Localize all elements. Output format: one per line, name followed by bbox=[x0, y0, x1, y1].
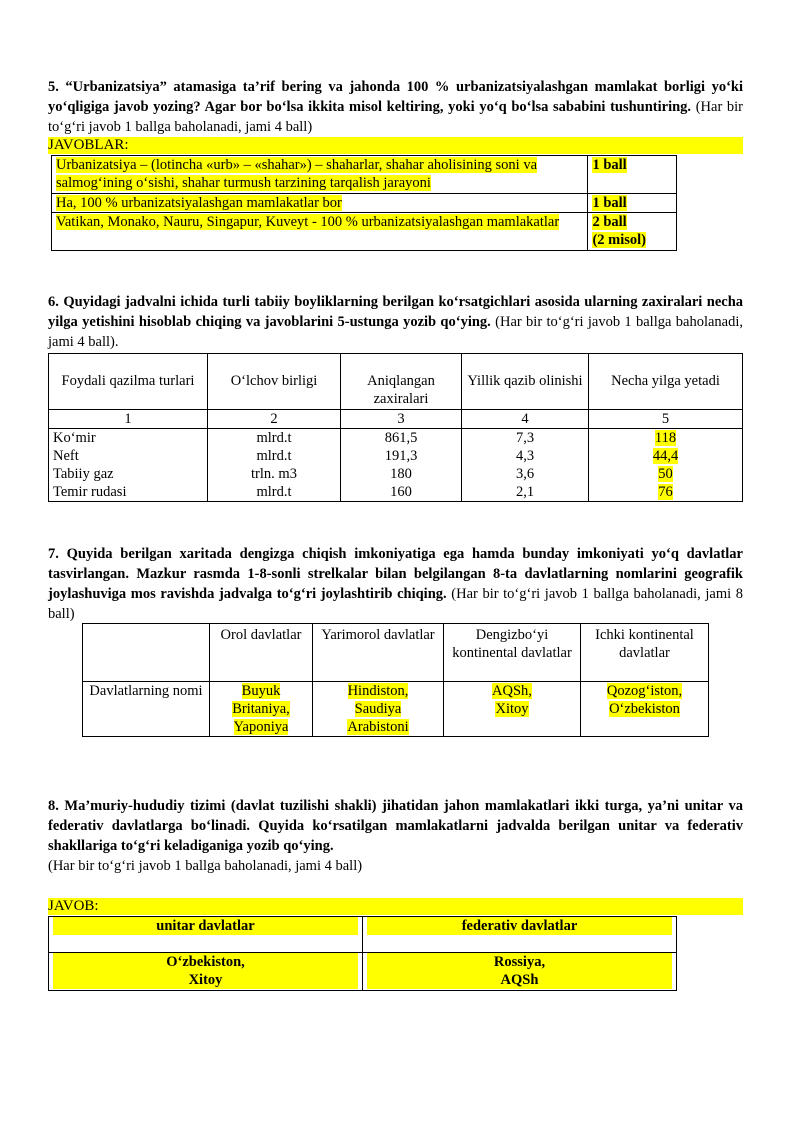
question-7-note: (Har bir to‘g‘ri javob 1 ballga baholanadi, jami 8 ball) bbox=[48, 586, 744, 622]
q7-header-2: Yarimorol davlatlar bbox=[313, 624, 444, 682]
question-6-text: Quyidagi jadvalni ichida turli tabiiy boyliklarning berilgan ko‘rsatgichlari asosida ularning zaxiralari necha yilga yetishini hisoblab chiqing va javoblarini 5-ustunga yozib qo‘ying. bbox=[48, 294, 744, 330]
table-header-row bbox=[49, 354, 743, 410]
question-5-note: (Har bir to‘g‘ri javob 1 ballga baholanadi, jami 4 ball) bbox=[48, 99, 744, 135]
q7-landlocked-1: Qozog‘iston, bbox=[606, 683, 683, 699]
q6-colnum-2: 2 bbox=[208, 410, 341, 429]
table-row bbox=[52, 213, 677, 251]
q6-row1-name: Ko‘mir bbox=[53, 430, 96, 446]
question-6 bbox=[48, 292, 743, 352]
q6-row2-unit: mlrd.t bbox=[256, 448, 292, 464]
table-row bbox=[49, 410, 743, 429]
q7-countries-table bbox=[82, 623, 709, 737]
q6-row3-annual: 3,6 bbox=[515, 466, 535, 482]
q8-state-form-table bbox=[48, 916, 677, 991]
question-5-number: 5. bbox=[48, 79, 59, 95]
q8-federal-1: Rossiya, bbox=[493, 954, 546, 970]
table-header-row bbox=[83, 624, 709, 682]
q5-answers-label: JAVOBLAR: bbox=[48, 137, 743, 154]
q7-header-4: Ichki kontinental davlatlar bbox=[581, 624, 709, 682]
q6-colnum-3: 3 bbox=[341, 410, 462, 429]
q6-row3-name: Tabiiy gaz bbox=[53, 466, 114, 482]
q7-island-2: Britaniya, bbox=[232, 701, 290, 717]
q6-header-1: Foydali qazilma turlari bbox=[49, 354, 208, 410]
q8-header-federal: federativ davlatlar bbox=[367, 917, 672, 935]
q6-row4-reserve: 160 bbox=[390, 484, 412, 500]
q7-header-3: Dengizbo‘yi kontinental davlatlar bbox=[444, 624, 581, 682]
q5-row2-text: Ha, 100 % urbanizatsiyalashgan mamlakatlar bor bbox=[56, 195, 342, 211]
q5-row1-text: Urbanizatsiya – (lotincha «urb» – «shahar») – shaharlar, shahar aholisining soni va salmog‘ining o‘sishi, shahar turmush tarzining tarqalish jarayoni bbox=[56, 157, 538, 191]
q5-row2-score: 1 ball bbox=[592, 195, 627, 211]
q6-row3-years: 50 bbox=[658, 466, 673, 482]
question-7-number: 7. bbox=[48, 546, 59, 562]
q7-coastal-2: Xitoy bbox=[495, 701, 529, 717]
q6-header-2: O‘lchov birligi bbox=[208, 354, 341, 410]
q6-row3-reserve: 180 bbox=[390, 466, 412, 482]
q6-row2-name: Neft bbox=[53, 448, 79, 464]
q8-unitary-1: O‘zbekiston, bbox=[166, 954, 245, 970]
q7-peninsula-2: Saudiya bbox=[354, 701, 402, 717]
q6-row1-years: 118 bbox=[654, 430, 677, 446]
q7-peninsula-1: Hindiston, bbox=[347, 683, 409, 699]
question-6-number: 6. bbox=[48, 294, 59, 310]
table-row bbox=[49, 953, 677, 991]
q7-island-3: Yaponiya bbox=[233, 719, 289, 735]
question-7 bbox=[48, 544, 743, 624]
q6-row4-name: Temir rudasi bbox=[53, 484, 127, 500]
q5-row3-text: Vatikan, Monako, Nauru, Singapur, Kuveyt - 100 % urbanizatsiyalashgan mamlakatlar bbox=[56, 214, 560, 230]
q6-row3-unit: trln. m3 bbox=[251, 466, 297, 482]
q6-colnum-4: 4 bbox=[462, 410, 589, 429]
q8-answer-label: JAVOB: bbox=[48, 898, 743, 915]
table-header-row bbox=[49, 917, 677, 953]
q7-coastal-1: AQSh, bbox=[492, 683, 532, 699]
q6-header-3: Aniqlangan zaxiralari bbox=[341, 354, 462, 410]
q7-island-1: Buyuk bbox=[241, 683, 281, 699]
q6-row1-annual: 7,3 bbox=[515, 430, 535, 446]
q6-header-4: Yillik qazib olinishi bbox=[462, 354, 589, 410]
q6-row1-reserve: 861,5 bbox=[384, 430, 418, 446]
q8-unitary-2: Xitoy bbox=[188, 972, 223, 988]
q6-row4-unit: mlrd.t bbox=[256, 484, 292, 500]
q6-row1-unit: mlrd.t bbox=[256, 430, 292, 446]
q5-row3-score-note: (2 misol) bbox=[592, 232, 647, 248]
question-8-number: 8. bbox=[48, 798, 59, 814]
q6-row2-years: 44,4 bbox=[652, 448, 679, 464]
q7-header-1: Orol davlatlar bbox=[210, 624, 313, 682]
question-8-text: Ma’muriy-hududiy tizimi (davlat tuzilishi shakli) jihatidan jahon mamlakatlari ikki turga, ya’ni unitar va federativ davlatlarga bo‘linadi. Quyida ko‘rsatilgan mamlakatlarni jadvalda berilgan unitar va federativ shakllariga to‘g‘ri keladiganiga yozib qo‘ying. bbox=[48, 798, 743, 854]
q6-row4-years: 76 bbox=[658, 484, 673, 500]
table-row bbox=[52, 156, 677, 194]
question-6-note: (Har bir to‘g‘ri javob 1 ballga baholanadi, jami 4 ball). bbox=[48, 314, 743, 350]
q7-landlocked-2: O‘zbekiston bbox=[609, 701, 680, 717]
q8-federal-2: AQSh bbox=[500, 972, 539, 988]
q6-colnum-1: 1 bbox=[49, 410, 208, 429]
question-5-text: “Urbanizatsiya” atamasiga ta’rif bering va jahonda 100 % urbanizatsiyalashgan mamlakat borligi yo‘ki yo‘qligiga javob yozing? Agar bor bo‘lsa ikkita misol keltiring, yoki yo‘q bo‘lsa sababini tushuntiring. bbox=[48, 79, 743, 115]
table-row bbox=[49, 429, 743, 502]
table-row bbox=[52, 194, 677, 213]
q6-row4-annual: 2,1 bbox=[515, 484, 535, 500]
question-5 bbox=[48, 77, 743, 137]
q6-header-5: Necha yilga yetadi bbox=[589, 354, 743, 410]
q8-header-unitary: unitar davlatlar bbox=[53, 917, 358, 935]
q5-row1-score: 1 ball bbox=[592, 157, 627, 173]
q6-row2-reserve: 191,3 bbox=[384, 448, 418, 464]
question-8-note: (Har bir to‘g‘ri javob 1 ballga baholanadi, jami 4 ball) bbox=[48, 858, 363, 874]
q7-row-label: Davlatlarning nomi bbox=[83, 682, 210, 737]
q6-colnum-5: 5 bbox=[589, 410, 743, 429]
question-7-text: Quyida berilgan xaritada dengizga chiqish imkoniyatiga ega hamda bunday imkoniyati yo‘q davlatlar tasvirlangan. Mazkur rasmda 1-8-sonli strelkalar bilan belgilangan 8-ta davlatlarning nomlarini geografik joylashuviga mos ravishda jadvalga to‘g‘ri joylashtirib chiqing. bbox=[48, 546, 743, 602]
question-8 bbox=[48, 796, 743, 876]
table-row bbox=[83, 682, 709, 737]
q5-row3-score: 2 ball bbox=[592, 214, 627, 230]
q6-reserves-table bbox=[48, 353, 743, 502]
q7-peninsula-3: Arabistoni bbox=[347, 719, 409, 735]
q6-row2-annual: 4,3 bbox=[515, 448, 535, 464]
q5-answer-table bbox=[51, 155, 677, 251]
